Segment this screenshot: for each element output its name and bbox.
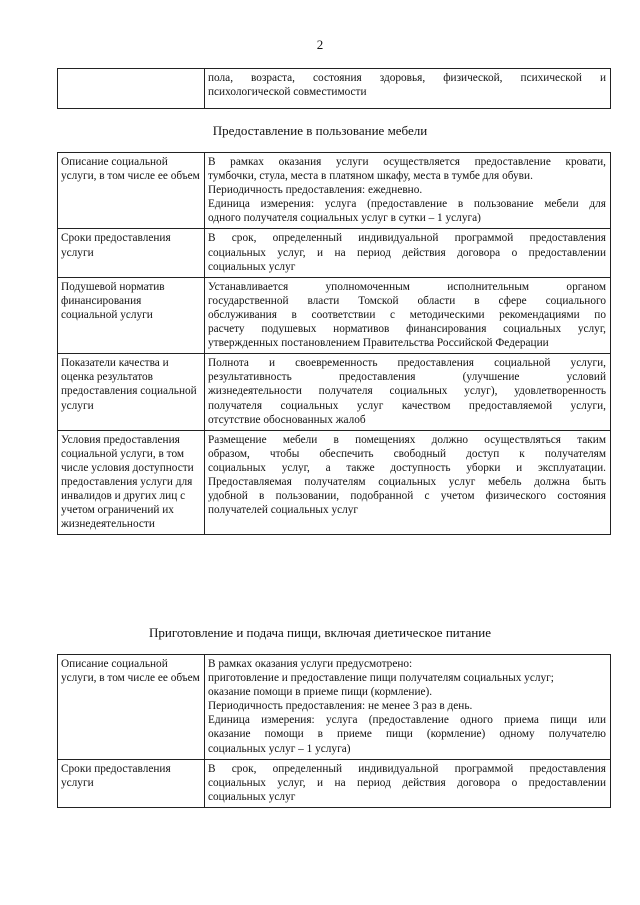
row-label: Сроки предоставления услуги xyxy=(58,759,205,807)
text-line: результативность предоставления (улучшение условий xyxy=(208,371,606,384)
text-line: социальных услуг – 1 услуга) xyxy=(208,742,351,755)
row-description xyxy=(205,277,611,353)
text-line: одного получателя социальных услуг в сутки – 1 услуга) xyxy=(208,212,481,225)
section-title-furniture: Предоставление в пользование мебели xyxy=(212,123,428,138)
row-description xyxy=(205,69,611,109)
row-description xyxy=(205,229,611,277)
text-line: получателя социальных услуг качеством предоставляемой услуги, xyxy=(208,399,606,412)
text-line: Единица измерения: услуга (предоставление в пользование мебели для xyxy=(208,198,606,211)
table-row xyxy=(58,655,611,760)
text-line: В срок, определенный индивидуальной программой предоставления xyxy=(208,232,606,245)
continuation-table xyxy=(57,68,611,109)
text-line: В рамках оказания услуги предусмотрено: xyxy=(208,658,413,670)
text-line: социальных услуг, и на период действия договора о предоставлении xyxy=(208,246,606,259)
row-description xyxy=(205,655,611,760)
table-row xyxy=(58,354,611,430)
text-line: расчету подушевых нормативов финансирования социальных услуг, xyxy=(208,323,606,336)
table-row xyxy=(58,69,611,109)
text-line: психологической совместимости xyxy=(208,86,367,99)
text-line: Единица измерения: услуга (предоставление одного приема пищи или xyxy=(208,714,606,727)
table-row xyxy=(58,229,611,277)
text-line: социальных услуг xyxy=(208,790,296,803)
table-row xyxy=(58,277,611,353)
text-line: Размещение мебели в помещениях должно осуществляться таким xyxy=(208,433,606,446)
row-label xyxy=(58,69,205,109)
text-line: получателей социальных услуг xyxy=(208,504,359,517)
section-title-food: Приготовление и подача пищи, включая диетическое питание xyxy=(148,625,492,640)
text-line: образом, чтобы обеспечить свободный доступ к получателям xyxy=(208,447,606,460)
text-line: государственной власти Томской области в сфере социального xyxy=(208,294,606,307)
page-number: 2 xyxy=(316,37,324,52)
text-line: Устанавливается уполномоченным исполнительным органом xyxy=(208,280,606,293)
text-line: Полнота и своевременность предоставления социальной услуги, xyxy=(208,357,606,370)
row-description xyxy=(205,759,611,807)
text-line: жизнедеятельности получателя социальных услуг), удовлетворенность xyxy=(208,385,606,398)
text-line: Предоставляемая получателям социальных услуг мебель должна быть xyxy=(208,475,606,488)
row-label: Показатели качества и оценка результатов предоставления социальной услуги xyxy=(58,354,205,430)
row-label: Подушевой норматив финансирования социальной услуги xyxy=(58,277,205,353)
text-line: В срок, определенный индивидуальной программой предоставления xyxy=(208,762,606,775)
text-line: отсутствие обоснованных жалоб xyxy=(208,413,366,426)
text-line: утвержденных постановлением Правительства Российской Федерации xyxy=(208,337,549,350)
text-line: Периодичность предоставления: не менее 3 раз в день. xyxy=(208,700,473,713)
row-label: Описание социальной услуги, в том числе ее объем xyxy=(58,655,205,760)
row-description xyxy=(205,430,611,535)
text-line: социальных услуг, и на период действия договора о предоставлении xyxy=(208,776,606,789)
text-line: оказание помощи в приеме пищи (кормление) одному получателю xyxy=(208,728,606,741)
row-label: Сроки предоставления услуги xyxy=(58,229,205,277)
text-line: социальных услуг xyxy=(208,260,296,273)
text-line: удобной в пользовании, подобранной с учетом физического состояния xyxy=(208,490,606,503)
table-row xyxy=(58,430,611,535)
text-line: В рамках оказания услуги осуществляется предоставление кровати, xyxy=(208,156,606,168)
table-row xyxy=(58,759,611,807)
furniture-table xyxy=(57,152,611,535)
text-line: тумбочки, стула, места в платяном шкафу, места в тумбе для обуви. xyxy=(208,170,533,183)
text-line: оказание помощи в приеме пищи (кормление). xyxy=(208,686,433,699)
row-description xyxy=(205,354,611,430)
row-label: Описание социальной услуги, в том числе ее объем xyxy=(58,153,205,229)
food-table xyxy=(57,654,611,808)
text-line: приготовление и предоставление пищи получателям социальных услуг; xyxy=(208,672,554,685)
text-line: пола, возраста, состояния здоровья, физической, психической и xyxy=(208,72,606,84)
row-label: Условия предоставления социальной услуги, в том числе условия доступности предоставления услуги для инвалидов и других лиц с учетом ограничений их жизнедеятельности xyxy=(58,430,205,535)
table-row xyxy=(58,153,611,229)
text-line: обслуживания в соответствии с методическими рекомендациями по xyxy=(208,308,606,321)
text-line: социальных услуг, а также доступность уборки и эксплуатации. xyxy=(208,461,606,474)
text-line: Периодичность предоставления: ежедневно. xyxy=(208,184,423,197)
row-description xyxy=(205,153,611,229)
